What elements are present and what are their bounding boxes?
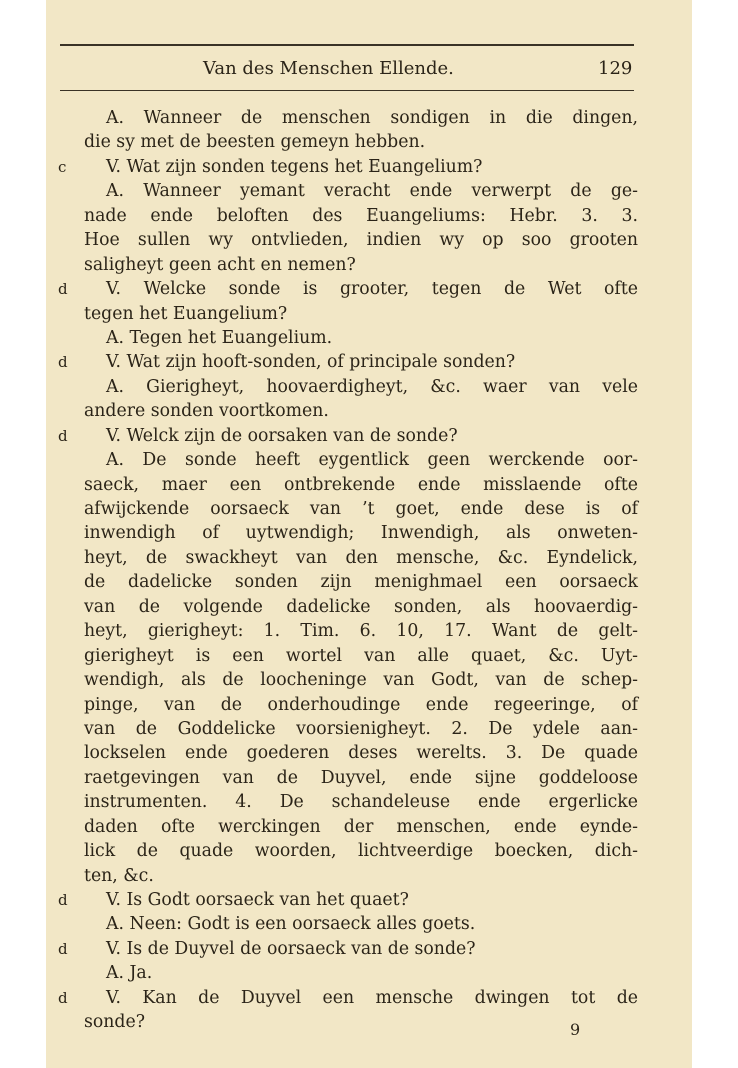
line-text: daden ofte werckingen der menschen, ende eynde- bbox=[84, 816, 638, 837]
line-text: sonde? bbox=[84, 1012, 145, 1033]
text-line bbox=[46, 375, 692, 399]
text-line bbox=[46, 693, 692, 717]
text-line bbox=[46, 399, 692, 423]
line-text: de dadelicke sonden zijn menighmael een oorsaeck bbox=[84, 572, 638, 593]
text-line bbox=[46, 350, 692, 374]
text-line bbox=[46, 619, 692, 643]
text-line bbox=[46, 839, 692, 863]
margin-marker: d bbox=[58, 891, 68, 909]
text-line bbox=[46, 961, 692, 985]
page-body bbox=[46, 106, 692, 1035]
text-line bbox=[46, 986, 692, 1010]
line-text: A. Neen: Godt is een oorsaeck alles goets. bbox=[106, 914, 476, 935]
running-header bbox=[46, 58, 692, 82]
line-text: andere sonden voortkomen. bbox=[84, 401, 329, 422]
line-text: V. Welck zijn de oorsaken van de sonde? bbox=[106, 425, 458, 446]
text-line bbox=[46, 277, 692, 301]
line-text: lockselen ende goederen deses werelts. 3. De quade bbox=[84, 743, 638, 764]
line-text: raetgevingen van de Duyvel, ende sijne goddeloose bbox=[84, 767, 638, 788]
line-text: instrumenten. 4. De schandeleuse ende ergerlicke bbox=[84, 792, 638, 813]
text-line bbox=[46, 106, 692, 130]
text-line bbox=[46, 546, 692, 570]
text-line bbox=[46, 937, 692, 961]
text-line bbox=[46, 155, 692, 179]
line-text: V. Wat zijn sonden tegens het Euangelium? bbox=[106, 156, 483, 177]
text-line bbox=[46, 1010, 692, 1034]
text-line bbox=[46, 326, 692, 350]
margin-marker: d bbox=[58, 280, 68, 299]
margin-marker: c bbox=[58, 157, 67, 176]
text-line bbox=[46, 668, 692, 692]
margin-marker: d bbox=[58, 939, 68, 958]
line-text: gierigheyt is een wortel van alle quaet, &c. Uyt- bbox=[84, 645, 638, 666]
signature-mark: 9 bbox=[570, 1020, 581, 1039]
text-line bbox=[46, 570, 692, 594]
text-line bbox=[46, 228, 692, 252]
line-text: lick de quade woorden, lichtveerdige boecken, dich- bbox=[84, 841, 638, 862]
line-text: A. Wanneer de menschen sondigen in die dingen, bbox=[106, 108, 638, 128]
text-line bbox=[46, 766, 692, 790]
line-text: van de volgende dadelicke sonden, als hoovaerdig- bbox=[84, 596, 638, 617]
text-line bbox=[46, 888, 692, 912]
book-page bbox=[46, 0, 692, 1068]
header-rule-bottom bbox=[60, 90, 634, 91]
text-line bbox=[46, 521, 692, 545]
line-text: V. Kan de Duyvel een mensche dwingen tot de bbox=[106, 987, 638, 1008]
text-line bbox=[46, 595, 692, 619]
line-text: saeck, maer een ontbrekende ende misslaende ofte bbox=[84, 474, 638, 495]
text-line bbox=[46, 473, 692, 497]
text-line bbox=[46, 790, 692, 814]
text-line bbox=[46, 497, 692, 521]
line-text: inwendigh of uytwendigh; Inwendigh, als onweten- bbox=[84, 523, 638, 544]
text-line bbox=[46, 130, 692, 154]
text-line bbox=[46, 741, 692, 765]
text-line bbox=[46, 302, 692, 326]
line-text: V. Is Godt oorsaeck van het quaet? bbox=[106, 890, 409, 910]
line-text: afwijckende oorsaeck van ’t goet, ende dese is of bbox=[84, 499, 638, 519]
text-line bbox=[46, 448, 692, 472]
running-title: Van des Menschen Ellende. bbox=[203, 58, 454, 79]
margin-marker: d bbox=[58, 426, 68, 445]
line-text: die sy met de beesten gemeyn hebben. bbox=[84, 132, 426, 153]
text-line bbox=[46, 864, 692, 888]
margin-marker: d bbox=[58, 353, 68, 372]
page-number: 129 bbox=[598, 58, 633, 79]
line-text: wendigh, als de loocheninge van Godt, van de schep- bbox=[84, 670, 638, 691]
text-line bbox=[46, 204, 692, 228]
line-text: ten, &c. bbox=[84, 865, 154, 886]
line-text: A. De sonde heeft eygentlick geen werckende oor- bbox=[106, 450, 638, 471]
line-text: V. Is de Duyvel de oorsaeck van de sonde? bbox=[106, 938, 476, 959]
line-text: A. Tegen het Euangelium. bbox=[106, 327, 333, 348]
text-line bbox=[46, 179, 692, 203]
header-rule-top bbox=[60, 44, 634, 46]
text-line bbox=[46, 912, 692, 936]
text-line bbox=[46, 644, 692, 668]
line-text: heyt, gierigheyt: 1. Tim. 6. 10, 17. Want de gelt- bbox=[84, 621, 638, 642]
line-text: tegen het Euangelium? bbox=[84, 303, 288, 324]
line-text: V. Wat zijn hooft-sonden, of principale sonden? bbox=[106, 352, 516, 373]
text-line bbox=[46, 424, 692, 448]
line-text: A. Wanneer yemant veracht ende verwerpt de ge- bbox=[106, 181, 638, 202]
text-line bbox=[46, 253, 692, 277]
line-text: van de Goddelicke voorsienigheyt. 2. De ydele aan- bbox=[84, 718, 638, 739]
line-text: Hoe sullen wy ontvlieden, indien wy op soo grooten bbox=[84, 230, 638, 251]
text-line bbox=[46, 717, 692, 741]
line-text: nade ende beloften des Euangeliums: Hebr. 3. 3. bbox=[84, 205, 638, 226]
line-text: saligheyt geen acht en nemen? bbox=[84, 254, 356, 275]
line-text: A. Ja. bbox=[106, 963, 153, 984]
line-text: heyt, de swackheyt van den mensche, &c. Eyndelick, bbox=[84, 547, 638, 568]
text-line bbox=[46, 815, 692, 839]
margin-marker: d bbox=[58, 988, 68, 1007]
line-text: V. Welcke sonde is grooter, tegen de Wet ofte bbox=[106, 279, 638, 300]
line-text: pinge, van de onderhoudinge ende regeeringe, of bbox=[84, 694, 638, 715]
line-text: A. Gierigheyt, hoovaerdigheyt, &c. waer van vele bbox=[106, 376, 638, 397]
